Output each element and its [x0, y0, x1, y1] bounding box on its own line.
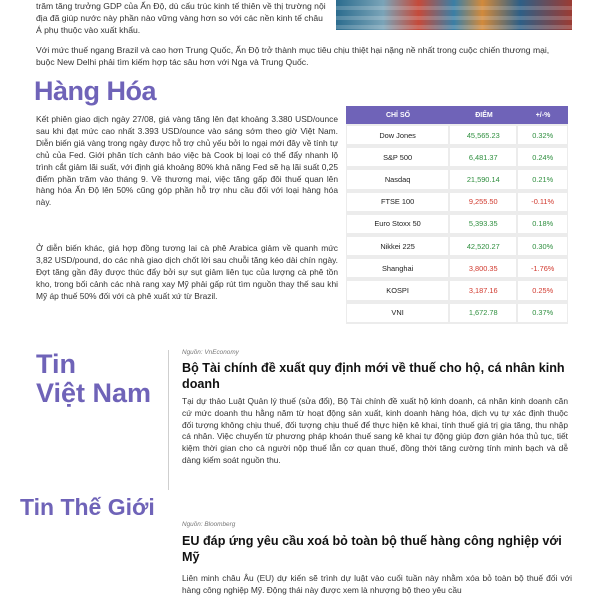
- table-row: [346, 257, 568, 279]
- table-row: [346, 279, 568, 301]
- tintg-section-title: Tin Thế Giới: [20, 494, 155, 520]
- table-header: [346, 106, 568, 124]
- tinvn-source: Nguồn: VnEconomy: [182, 349, 239, 356]
- index-value: 3,800.35: [450, 259, 516, 277]
- market-index-table: [346, 106, 568, 324]
- tinvn-title-line2: Việt Nam: [36, 378, 152, 408]
- index-value: 42,520.27: [450, 237, 516, 255]
- tintg-body: Liên minh châu Âu (EU) dự kiến sẽ trình dự luật vào cuối tuần này nhằm xóa bỏ toàn bộ thuế đối với hàng công nghiệp Mỹ. Động thái này được xem là nhượng bộ theo yêu cầu: [182, 573, 572, 595]
- index-value: 3,187.16: [450, 281, 516, 299]
- index-name: Euro Stoxx 50: [347, 215, 448, 233]
- hanghoa-paragraph-gold: Kết phiên giao dịch ngày 27/08, giá vàng tăng lên đạt khoảng 3.380 USD/ounce sau khi đạt mức cao nhất 3.393 USD/ounce vào sáng sớm theo giờ Việt Nam. Diễn biến giá vàng trong ngày được hỗ trợ chủ yếu bởi lo ngại mới đây về tính tự chủ của Fed. Giới phân tích cảnh báo việc bà Cook bị loại có thể đẩy nhanh lộ trình cắt giảm lãi suất, với định giá khoảng 80% khả năng Fed sẽ hạ lãi suất 0,25 điểm phần trăm vào tháng 9. Về thương mại, việc tăng gấp đôi thuế quan lên hàng hóa Ấn Độ lên 50% cũng góp phần hỗ trợ nhu cầu đối với loại hàng hóa này.: [36, 114, 338, 208]
- index-change: 0.18%: [518, 215, 567, 233]
- tintg-source: Nguồn: Bloomberg: [182, 521, 236, 528]
- index-value: 5,393.35: [450, 215, 516, 233]
- table-row: [346, 191, 568, 213]
- index-value: 21,590.14: [450, 170, 516, 188]
- tariff-paragraph: Với mức thuế ngang Brazil và cao hơn Trung Quốc, Ấn Độ trở thành mục tiêu chịu thiệt hại nặng nề nhất trong cuộc chiến thương mại, buộc New Delhi phải tìm kiếm hợp tác sâu hơn với Nga và Trung Quốc.: [36, 45, 550, 67]
- index-value: 45,565.23: [450, 126, 516, 144]
- index-change: 0.32%: [518, 126, 567, 144]
- tinvn-body: Tại dự thảo Luật Quản lý thuế (sửa đổi), Bộ Tài chính đề xuất hộ kinh doanh, cá nhân kinh doanh căn cứ mức doanh thu hằng năm từ hoạt động sản xuất, kinh doanh hàng hóa, dịch vụ tự xác định thuộc đối tượng không chịu thuế, đối tượng chịu thuế để thực hiện kê khai, tính thuế giá trị gia tăng, thu nhập cá nhân. Việc chuyển từ phương pháp khoán thuế sang kê khai tự động giúp đơn giản hóa thủ tục, tiết kiệm thời gian cho cả người nộp thuế lẫn cơ quan thuế, đồng thời tăng cường tính minh bạch và dễ dàng kiểm soát nguồn thu.: [182, 396, 568, 465]
- hanghoa-paragraph-coffee: Ở diễn biến khác, giá hợp đồng tương lai cà phê Arabica giảm về quanh mức 3,82 USD/pound, do các nhà giao dịch chốt lời sau chuỗi tăng kéo dài chín ngày. Đợt tăng gần đây được thúc đẩy bởi sự sụt giảm liên tục của lượng cà phê tồn kho, trong bối cảnh các nhà rang xay Mỹ phải gấp rút tìm nguồn thay thế sau khi Mỹ áp thuế 50% đối với cà phê xuất xứ từ Brazil.: [36, 243, 338, 301]
- index-value: 6,481.37: [450, 148, 516, 166]
- tintg-headline: EU đáp ứng yêu cầu xoá bỏ toàn bộ thuế hàng công nghiệp với Mỹ: [182, 534, 562, 564]
- index-name: Nikkei 225: [347, 237, 448, 255]
- tinvn-headline: Bộ Tài chính đề xuất quy định mới về thuế cho hộ, cá nhân kinh doanh: [182, 361, 565, 391]
- table-row: [346, 235, 568, 257]
- index-change: 0.21%: [518, 170, 567, 188]
- index-name: Shanghai: [347, 259, 448, 277]
- index-change: -1.76%: [518, 259, 567, 277]
- index-name: Nasdaq: [347, 170, 448, 188]
- section-divider-line: [168, 350, 169, 490]
- hanghoa-section-title: Hàng Hóa: [34, 76, 157, 106]
- shipping-containers-photo: [336, 0, 572, 30]
- header-points: ĐIỂM: [475, 111, 493, 119]
- index-name: FTSE 100: [347, 193, 448, 211]
- header-index: CHỈ SỐ: [385, 111, 411, 119]
- index-value: 9,255.50: [450, 193, 516, 211]
- table-row: [346, 302, 568, 324]
- top-carryover-text: trăm tăng trưởng GDP của Ấn Độ, dù cấu trúc kinh tế thiên về thị trường nội địa đã giúp nước này phần nào vững vàng hơn so với các nền kinh tế châu Á phụ thuộc vào xuất khẩu.: [36, 1, 326, 35]
- index-change: 0.25%: [518, 281, 567, 299]
- index-name: S&P 500: [347, 148, 448, 166]
- index-change: -0.11%: [518, 193, 567, 211]
- index-name: VNI: [347, 304, 448, 322]
- table-body: [346, 124, 568, 324]
- index-name: Dow Jones: [347, 126, 448, 144]
- table-row: [346, 213, 568, 235]
- tinvn-section-title: [36, 350, 166, 408]
- index-change: 0.37%: [518, 304, 567, 322]
- index-name: KOSPI: [347, 281, 448, 299]
- index-change: 0.30%: [518, 237, 567, 255]
- tinvn-title-line1: Tin: [36, 349, 76, 379]
- index-change: 0.24%: [518, 148, 567, 166]
- index-value: 1,672.78: [450, 304, 516, 322]
- header-change: +/-%: [535, 111, 551, 119]
- table-row: [346, 168, 568, 190]
- table-row: [346, 146, 568, 168]
- table-row: [346, 124, 568, 146]
